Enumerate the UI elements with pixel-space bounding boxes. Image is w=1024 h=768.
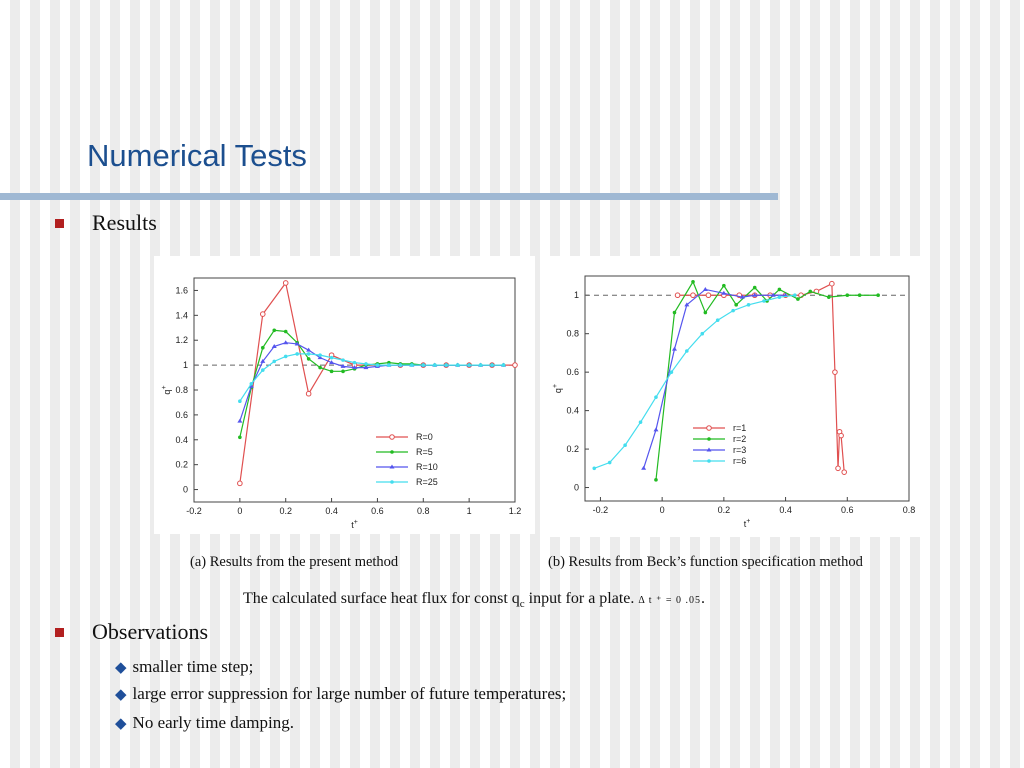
bullet-marker-observations — [55, 628, 64, 637]
x-tick-label: 0.8 — [902, 505, 916, 515]
x-axis-label: t+ — [743, 518, 751, 529]
bullet-results: Results — [92, 210, 157, 235]
y-tick-label: 1 — [573, 290, 579, 301]
caption-b: (b) Results from Beck’s function specification method — [548, 554, 863, 570]
data-point — [341, 370, 345, 374]
data-point — [836, 466, 841, 471]
data-point — [283, 281, 288, 286]
data-point — [307, 352, 311, 356]
data-point — [421, 363, 425, 367]
data-point — [833, 370, 838, 375]
y-axis-label: q+ — [161, 385, 172, 395]
data-point — [502, 363, 506, 367]
data-point — [272, 360, 276, 364]
legend-marker — [390, 450, 394, 454]
x-tick-label: 0.2 — [279, 506, 292, 516]
observation-text: smaller time step; — [132, 657, 254, 676]
slide-title: Numerical Tests — [87, 138, 307, 173]
x-tick-label: 0.6 — [841, 505, 854, 515]
data-point — [330, 356, 334, 360]
legend-marker — [707, 437, 711, 441]
x-tick-label: 1.2 — [508, 506, 522, 516]
data-point — [747, 303, 751, 307]
data-point — [703, 287, 708, 291]
chart-b-svg — [545, 256, 929, 537]
series-line-R=5 — [240, 330, 504, 437]
data-point — [318, 353, 322, 357]
data-point — [762, 299, 766, 303]
figure-caption-sub: c — [519, 598, 525, 611]
data-point — [842, 470, 847, 475]
data-point — [827, 295, 831, 299]
x-tick-label: 0.4 — [779, 505, 792, 515]
figure-caption-post: input for a plate. — [524, 590, 635, 607]
y-tick-label: 0.4 — [175, 434, 188, 445]
y-tick-label: 0.4 — [566, 405, 579, 416]
data-point — [700, 332, 704, 336]
data-point — [675, 293, 680, 298]
data-point — [793, 293, 797, 297]
x-tick-label: 0.4 — [325, 506, 338, 516]
bullet-marker-results — [55, 219, 64, 228]
x-tick-label: -0.2 — [592, 505, 609, 515]
data-point — [685, 349, 689, 353]
series-line-R=25 — [240, 354, 504, 401]
figure-caption-end: . — [700, 590, 705, 607]
data-point — [364, 362, 368, 366]
series-line-r=6 — [594, 295, 795, 468]
y-tick-label: 0 — [573, 482, 579, 493]
data-point — [238, 399, 242, 403]
data-point — [876, 293, 880, 297]
bullet-observations: Observations — [92, 619, 209, 644]
y-tick-label: 1 — [182, 360, 188, 371]
series-line-r=3 — [644, 289, 786, 468]
y-tick-label: 0.6 — [175, 409, 188, 420]
series-line-R=0 — [240, 283, 515, 483]
data-point — [467, 363, 471, 367]
data-point — [513, 363, 518, 368]
chart-a-svg — [154, 256, 535, 534]
x-tick-label: 0.2 — [717, 505, 731, 515]
data-point — [238, 435, 242, 439]
data-point — [283, 340, 288, 344]
data-point — [778, 288, 782, 292]
data-point — [839, 433, 844, 438]
y-axis-label: q+ — [552, 383, 563, 394]
diamond-bullet-icon: ◆ — [115, 716, 127, 732]
data-point — [592, 467, 596, 471]
data-point — [284, 330, 288, 334]
y-tick-label: 0 — [182, 484, 188, 495]
observation-text: large error suppression for large number of future temperatures; — [132, 684, 567, 703]
legend-marker — [707, 459, 711, 463]
plot-frame — [585, 276, 909, 501]
data-point — [376, 363, 380, 367]
data-point — [654, 478, 658, 482]
y-tick-label: 0.8 — [566, 328, 579, 339]
data-point — [670, 370, 674, 374]
data-point — [778, 295, 782, 299]
y-tick-label: 0.6 — [566, 367, 579, 378]
data-point — [284, 355, 288, 359]
data-point — [753, 286, 757, 290]
data-point — [353, 361, 357, 365]
data-point — [260, 312, 265, 317]
data-point — [639, 420, 643, 424]
figure-caption-pre: The calculated surface heat flux for const q — [243, 590, 520, 607]
data-point — [399, 363, 403, 367]
x-tick-label: 0.8 — [417, 506, 430, 516]
legend-label: r=2 — [733, 434, 747, 444]
data-point — [673, 311, 677, 315]
diamond-bullet-icon: ◆ — [115, 687, 127, 703]
data-point — [706, 293, 711, 298]
y-tick-label: 0.2 — [566, 444, 579, 455]
data-point — [490, 363, 494, 367]
x-tick-label: 0 — [237, 506, 243, 516]
data-point — [306, 391, 311, 396]
chart-present-method — [154, 256, 535, 534]
observation-item — [115, 657, 253, 677]
time-step-equation: Δ t ⁺ = 0 .05 — [638, 595, 701, 606]
data-point — [250, 382, 254, 386]
data-point — [410, 363, 414, 367]
legend-label: r=1 — [733, 423, 747, 433]
data-point — [433, 363, 437, 367]
data-point — [238, 481, 243, 486]
data-point — [672, 347, 677, 351]
data-point — [444, 363, 448, 367]
data-point — [653, 427, 658, 431]
x-tick-label: 0.6 — [371, 506, 384, 516]
y-tick-label: 1.6 — [175, 285, 188, 296]
legend-label: r=6 — [733, 456, 747, 466]
caption-a: (a) Results from the present method — [190, 554, 399, 570]
observation-item — [115, 713, 294, 733]
x-tick-label: 0 — [659, 505, 665, 515]
data-point — [295, 352, 299, 356]
data-point — [830, 281, 835, 286]
data-point — [691, 293, 696, 298]
chart-beck-method — [545, 256, 929, 537]
data-point — [734, 303, 738, 307]
series-line-r=1 — [678, 284, 845, 472]
data-point — [307, 357, 311, 361]
data-point — [722, 284, 726, 288]
series-line-R=10 — [240, 343, 504, 421]
x-axis-label: t+ — [351, 519, 358, 530]
y-tick-label: 0.2 — [175, 459, 188, 470]
observation-text: No early time damping. — [132, 713, 295, 732]
legend-label: r=3 — [733, 445, 747, 455]
y-tick-label: 1.4 — [175, 310, 188, 321]
data-point — [716, 318, 720, 322]
data-point — [654, 395, 658, 399]
x-tick-label: -0.2 — [186, 506, 202, 516]
figure-caption — [243, 590, 705, 610]
observation-item — [115, 684, 566, 704]
data-point — [341, 358, 345, 362]
data-point — [608, 461, 612, 465]
legend-marker — [390, 480, 394, 484]
data-point — [691, 280, 695, 284]
y-tick-label: 0.8 — [175, 385, 188, 395]
data-point — [704, 311, 708, 315]
data-point — [796, 297, 800, 301]
data-point — [272, 328, 276, 332]
data-point — [479, 363, 483, 367]
title-underline — [0, 193, 778, 200]
data-point — [318, 366, 322, 370]
data-point — [858, 293, 862, 297]
legend-label: R=25 — [416, 477, 438, 487]
data-point — [261, 368, 265, 372]
data-point — [641, 466, 646, 470]
legend-label: R=10 — [416, 462, 438, 472]
y-tick-label: 1.2 — [175, 335, 188, 346]
diamond-bullet-icon: ◆ — [115, 660, 127, 676]
legend-label: R=0 — [416, 432, 433, 442]
series-line-r=2 — [656, 282, 878, 480]
data-point — [808, 290, 812, 294]
data-point — [261, 346, 265, 350]
legend-label: R=5 — [416, 447, 433, 457]
data-point — [456, 363, 460, 367]
data-point — [731, 309, 735, 313]
data-point — [623, 443, 627, 447]
x-tick-label: 1 — [466, 506, 472, 516]
data-point — [237, 419, 242, 423]
data-point — [330, 370, 334, 374]
data-point — [387, 363, 391, 367]
legend-marker — [390, 435, 395, 440]
data-point — [845, 293, 849, 297]
legend-marker — [707, 426, 712, 431]
